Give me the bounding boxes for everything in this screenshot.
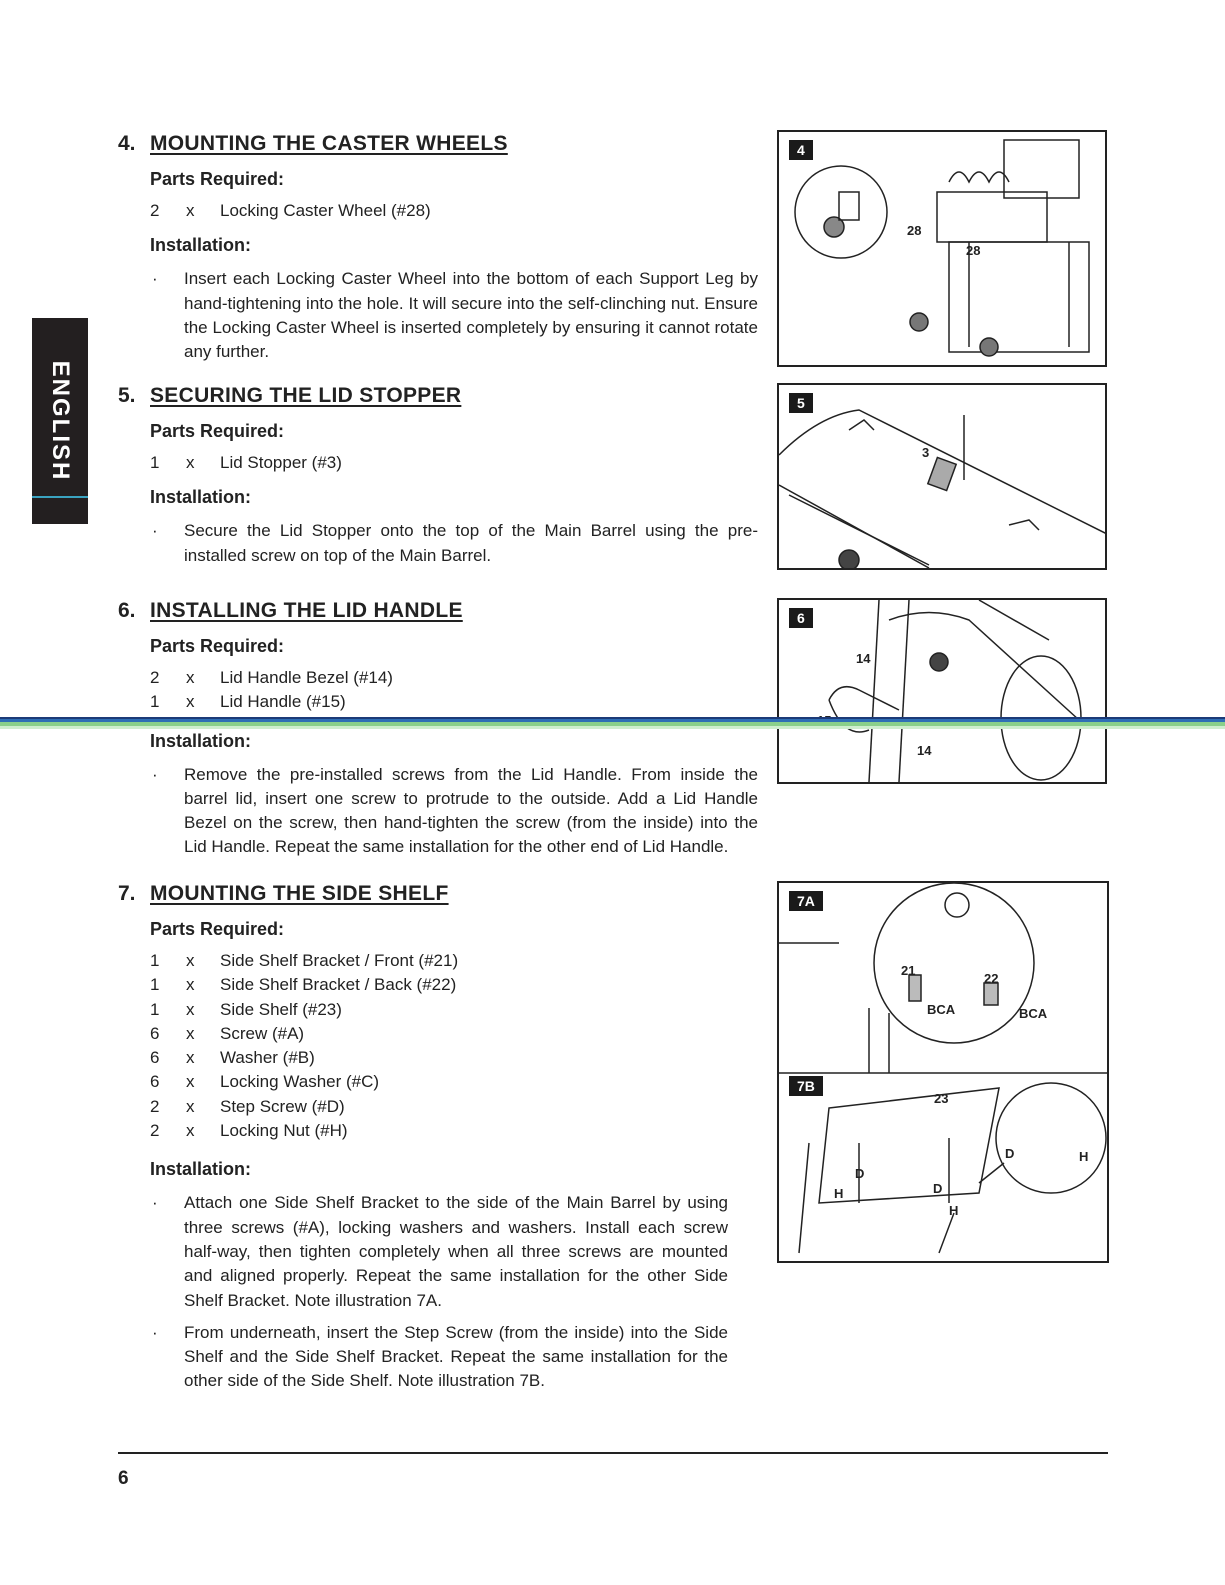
callout-28: 28 (966, 243, 981, 258)
lid-stopper-illustration (779, 385, 1105, 568)
part-name: Side Shelf Bracket / Front (#21) (220, 951, 459, 970)
part-times: x (186, 975, 195, 995)
part-row (150, 1022, 758, 1046)
section-heading (118, 383, 758, 409)
parts-required-label: Parts Required: (150, 919, 285, 939)
callout-28: 28 (907, 223, 922, 238)
part-row (150, 949, 758, 973)
installation-label: Installation: (150, 1159, 252, 1180)
part-times: x (186, 999, 195, 1019)
callout-bca: BCA (1019, 1006, 1048, 1021)
part-name: Lid Handle Bezel (#14) (220, 668, 393, 687)
figure-6 (777, 598, 1107, 784)
part-times: x (186, 1023, 195, 1043)
part-times: x (186, 951, 195, 970)
callout-23: 23 (934, 1091, 949, 1106)
part-qty: 1 (150, 453, 160, 472)
part-name: Step Screw (#D) (220, 1096, 345, 1116)
part-qty: 1 (150, 951, 160, 970)
part-name: Locking Washer (#C) (220, 1072, 380, 1092)
callout-14: 14 (856, 651, 871, 666)
part-qty: 1 (150, 999, 160, 1019)
callout-3: 3 (922, 445, 930, 460)
section-6 (118, 598, 758, 868)
figure-7 (777, 881, 1109, 1263)
parts-list (150, 666, 758, 715)
part-qty: 1 (150, 975, 160, 995)
part-qty: 6 (150, 1023, 160, 1043)
callout-21: 21 (901, 963, 916, 978)
scan-artifact-band (0, 717, 1225, 732)
part-row (150, 1070, 758, 1094)
section-title: SECURING THE LID STOPPER (150, 384, 462, 407)
part-name: Lid Stopper (#3) (220, 453, 342, 472)
bullet-text: From underneath, insert the Step Screw (from the inside) into the Side Shelf and the Side Shelf Bracket. Repeat the same installation for the other side of the Side Shelf. Note illustration 7B. (184, 1322, 728, 1391)
part-qty: 2 (150, 1121, 160, 1141)
figure-label: 7B (789, 1076, 823, 1096)
part-times: x (186, 1121, 195, 1141)
part-qty: 6 (150, 1072, 160, 1092)
part-name: Locking Caster Wheel (#28) (220, 201, 431, 220)
installation-label: Installation: (150, 235, 252, 256)
instruction-bullet: · Insert each Locking Caster Wheel into the bottom of each Support Leg by hand-tightening into the hole. It will secure into the self-clinching nut. Ensure the Locking Caster Wheel is inserted completely by ensuring it cannot rotate any further. (152, 269, 758, 362)
installation-steps (150, 267, 758, 364)
callout-h: H (949, 1203, 959, 1218)
language-tab (32, 318, 88, 524)
part-times: x (186, 201, 195, 220)
part-row (150, 973, 758, 997)
figure-label: 5 (789, 393, 813, 413)
part-qty: 2 (150, 201, 160, 220)
part-qty: 2 (150, 668, 160, 687)
section-5 (118, 383, 758, 576)
instruction-bullet: · From underneath, insert the Step Screw (from the inside) into the Side Shelf and the Side Shelf Bracket. Repeat the same installation for the other side of the Side Shelf. Note illustration 7B. (152, 1322, 728, 1391)
part-name: Washer (#B) (220, 1048, 315, 1068)
part-row (150, 666, 758, 690)
section-7 (118, 881, 758, 1402)
part-row (150, 690, 758, 714)
parts-list (150, 949, 758, 1143)
part-qty: 1 (150, 692, 160, 712)
section-title: INSTALLING THE LID HANDLE (150, 599, 463, 622)
part-row (150, 1095, 758, 1119)
part-times: x (186, 1096, 195, 1116)
part-times: x (186, 453, 195, 472)
part-times: x (186, 1048, 195, 1068)
lid-handle-illustration (779, 600, 1105, 782)
part-times: x (186, 1072, 195, 1092)
part-qty: 2 (150, 1096, 160, 1116)
parts-list (150, 451, 758, 475)
callout-d: D (933, 1181, 943, 1196)
part-row (150, 998, 758, 1022)
callout-h: H (1079, 1149, 1089, 1164)
instruction-bullet: · Secure the Lid Stopper onto the top of the Main Barrel using the pre-installed screw on top of the Main Barrel. (152, 521, 758, 565)
part-name: Side Shelf (#23) (220, 999, 342, 1019)
callout-22: 22 (984, 971, 999, 986)
part-times: x (186, 692, 195, 712)
section-number: 4. (118, 132, 136, 155)
section-number: 7. (118, 882, 136, 905)
figure-label: 7A (789, 891, 823, 911)
figure-label: 6 (789, 608, 813, 628)
tab-accent-line (32, 496, 88, 498)
section-heading (118, 881, 758, 907)
callout-h: H (834, 1186, 844, 1201)
parts-list (150, 199, 758, 223)
parts-required-label: Parts Required: (150, 421, 285, 441)
language-tab-label: ENGLISH (47, 360, 74, 482)
section-heading (118, 598, 758, 624)
installation-label: Installation: (150, 487, 252, 508)
page-number: 6 (118, 1468, 129, 1489)
section-number: 5. (118, 384, 136, 407)
part-name: Side Shelf Bracket / Back (#22) (220, 975, 457, 995)
parts-required-label: Parts Required: (150, 636, 285, 656)
section-title: MOUNTING THE SIDE SHELF (150, 882, 449, 905)
part-row (150, 1119, 758, 1143)
section-4 (118, 131, 758, 372)
installation-steps (150, 519, 758, 568)
installation-steps (150, 763, 758, 860)
bullet-text: Attach one Side Shelf Bracket to the side of the Main Barrel by using three screws (#A), locking washers and washers. Install each screw half-way, then tighten completely when all three screws are mounted and aligned properly. Repeat the same installation for the other Side Shelf Bracket. Note illustration 7A. (184, 1193, 728, 1310)
callout-d: D (855, 1166, 865, 1181)
part-times: x (186, 668, 195, 687)
figure-4 (777, 130, 1107, 367)
section-heading (118, 131, 758, 157)
part-name: Lid Handle (#15) (220, 692, 346, 712)
footer-rule (118, 1452, 1108, 1454)
instruction-bullet: · Remove the pre-installed screws from the Lid Handle. From inside the barrel lid, insert one screw to protrude to the outside. Add a Lid Handle Bezel on the screw, then hand-tighten the screw (from the inside) into the Lid Handle. Repeat the same installation for the other end of Lid Handle. (152, 764, 758, 857)
callout-bca: BCA (927, 1002, 956, 1017)
instruction-bullet: · Attach one Side Shelf Bracket to the side of the Main Barrel by using three screws (#A), locking washers and washers. Install each screw half-way, then tighten completely when all three screws are mounted and aligned properly. Repeat the same installation for the other Side Shelf Bracket. Note illustration 7A. (152, 1193, 728, 1310)
callout-14: 14 (917, 743, 932, 758)
section-title: MOUNTING THE CASTER WHEELS (150, 132, 508, 155)
parts-required-label: Parts Required: (150, 169, 285, 189)
callout-d: D (1005, 1146, 1015, 1161)
side-shelf-illustration (779, 883, 1107, 1261)
part-name: Screw (#A) (220, 1023, 305, 1043)
bullet-text: Secure the Lid Stopper onto the top of the Main Barrel using the pre-installed screw on top of the Main Barrel. (184, 521, 758, 565)
bullet-text: Remove the pre-installed screws from the Lid Handle. From inside the barrel lid, insert one screw to protrude to the outside. Add a Lid Handle Bezel on the screw, then hand-tighten the screw (from the inside) into the Lid Handle. Repeat the same installation for the other end of Lid Handle. (184, 764, 758, 857)
installation-label: Installation: (150, 730, 252, 751)
part-row (150, 1046, 758, 1070)
part-qty: 6 (150, 1048, 160, 1068)
installation-steps (150, 1191, 728, 1393)
caster-wheel-illustration (779, 132, 1105, 365)
section-number: 6. (118, 599, 136, 622)
bullet-text: Insert each Locking Caster Wheel into the bottom of each Support Leg by hand-tightening into the hole. It will secure into the self-clinching nut. Ensure the Locking Caster Wheel is inserted completely by ensuring it cannot rotate any further. (184, 269, 758, 362)
figure-label: 4 (789, 140, 813, 160)
figure-5 (777, 383, 1107, 570)
part-row (150, 199, 758, 223)
part-row (150, 451, 758, 475)
part-name: Locking Nut (#H) (220, 1121, 348, 1141)
